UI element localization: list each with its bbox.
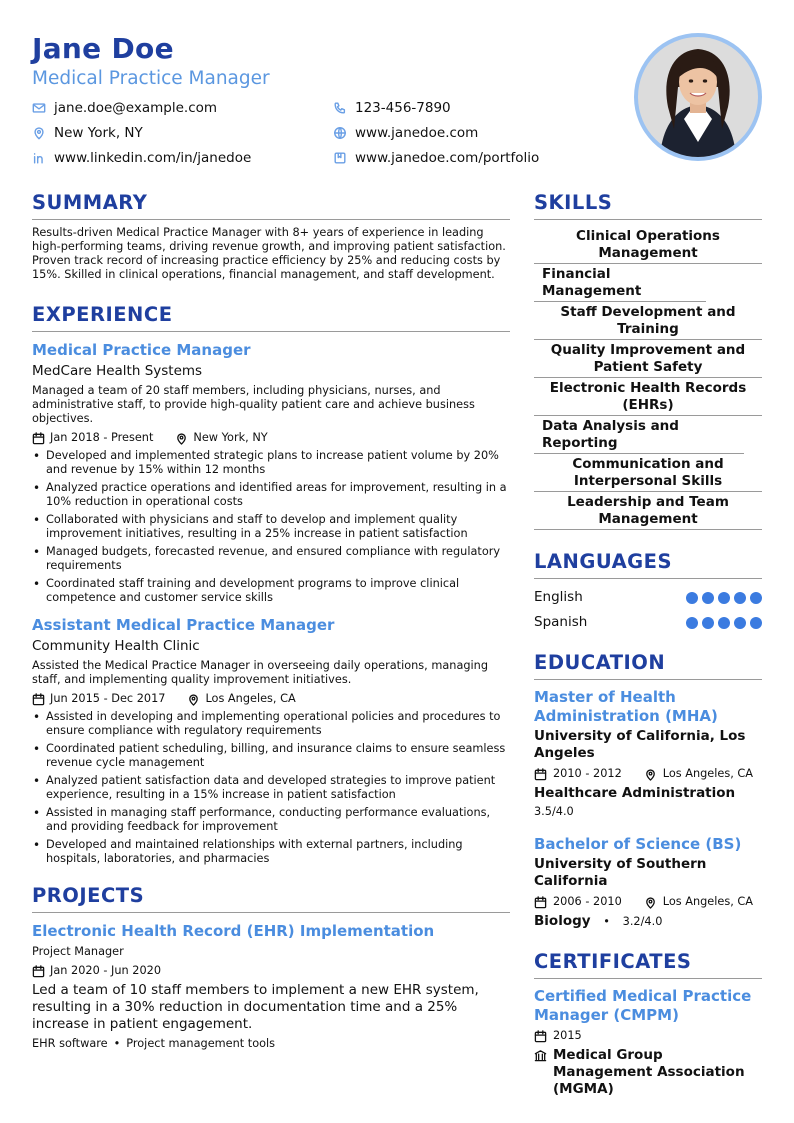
experience-heading: EXPERIENCE (32, 303, 510, 332)
certificate-entry (534, 987, 762, 1098)
summary-section (32, 191, 510, 282)
skills-section (534, 191, 762, 530)
contact-linkedin[interactable] (32, 148, 251, 168)
job-entry (32, 615, 510, 866)
phone-icon (333, 101, 347, 115)
summary-heading: SUMMARY (32, 191, 510, 220)
job-dates: Jan 2018 - Present (50, 431, 154, 444)
skill-item: Financial Management (534, 264, 706, 302)
project-tag: EHR software (32, 1037, 108, 1050)
level-dot (718, 592, 730, 604)
job-title: Medical Practice Manager (32, 341, 251, 359)
location-pin-icon (644, 896, 657, 909)
project-tags (32, 1037, 510, 1051)
calendar-icon (32, 693, 45, 706)
job-bullet: • Analyzed practice operations and identified areas for improvement, resulting in a 10% reduction in operational costs (32, 481, 510, 509)
skill-item: Clinical Operations Management (534, 226, 762, 264)
language-level-dots (682, 617, 762, 629)
calendar-icon (534, 1030, 547, 1043)
building-icon (534, 1049, 547, 1062)
project-entry (32, 921, 510, 1051)
job-bullet: • Coordinated staff training and development programs to improve clinical competence and customer service skills (32, 577, 510, 605)
project-tag: Project management tools (126, 1037, 276, 1050)
job-meta (32, 691, 510, 707)
left-column (32, 191, 510, 1051)
certificate-year-row (534, 1028, 762, 1044)
job-bullet: • Managed budgets, forecasted revenue, and ensured compliance with regulatory requirements (32, 545, 510, 573)
skill-item: Data Analysis and Reporting (534, 416, 744, 454)
calendar-icon (534, 768, 547, 781)
level-dot (734, 617, 746, 629)
experience-section (32, 303, 510, 866)
language-level-dots (682, 592, 762, 604)
job-bullet: • Analyzed patient satisfaction data and developed strategies to improve patient experience, resulting in a 15% increase in patient satisfaction (32, 774, 510, 802)
job-location: New York, NY (193, 431, 268, 444)
level-dot (686, 592, 698, 604)
level-dot (734, 592, 746, 604)
level-dot (702, 617, 714, 629)
candidate-name: Jane Doe (32, 32, 174, 65)
right-column (534, 191, 762, 1098)
calendar-icon (534, 896, 547, 909)
language-name: English (534, 589, 583, 605)
education-dates: 2006 - 2010 (553, 895, 622, 908)
level-dot (686, 617, 698, 629)
education-meta (534, 894, 762, 910)
education-gpa: 3.2/4.0 (622, 915, 663, 928)
certificates-section (534, 950, 762, 1098)
job-bullet: • Collaborated with physicians and staff to develop and implement quality improvement initiatives, resulting in a 25% increase in patient satisfaction (32, 513, 510, 541)
skill-item: Leadership and Team Management (534, 492, 762, 530)
skill-item: Staff Development and Training (534, 302, 762, 340)
bookmark-icon (333, 151, 347, 165)
project-description: Led a team of 10 staff members to implement a new EHR system, resulting in a 30% reduction in documentation time and a 25% increase in patient engagement. (32, 982, 479, 1032)
education-school: University of Southern California (534, 856, 707, 889)
location-pin-icon (32, 126, 46, 140)
location-pin-icon (644, 768, 657, 781)
level-dot (718, 617, 730, 629)
skill-item: Communication and Interpersonal Skills (534, 454, 762, 492)
contact-list (32, 98, 632, 173)
certificates-heading: CERTIFICATES (534, 950, 762, 979)
job-bullet: • Assisted in managing staff performance, conducting performance evaluations, and providing feedback for improvement (32, 806, 510, 834)
projects-heading: PROJECTS (32, 884, 510, 913)
job-company: Community Health Clinic (32, 638, 200, 654)
job-entry (32, 340, 510, 605)
linkedin-icon (32, 151, 46, 165)
education-section (534, 651, 762, 930)
resume-header (32, 33, 632, 173)
job-bullets (32, 710, 510, 866)
education-meta (534, 766, 762, 782)
certificate-issuer-row (534, 1047, 762, 1098)
contact-linkedin-text: www.linkedin.com/in/janedoe (54, 150, 252, 166)
calendar-icon (32, 965, 45, 978)
education-field: Biology (534, 913, 591, 929)
certificate-year: 2015 (553, 1029, 582, 1042)
skills-heading: SKILLS (534, 191, 762, 220)
education-degree: Bachelor of Science (BS) (534, 835, 742, 853)
education-school: University of California, Los Angeles (534, 728, 746, 761)
job-bullet: • Developed and maintained relationships with external partners, including hospitals, laboratories, and pharmacies (32, 838, 510, 866)
certificate-name: Certified Medical Practice Manager (CMPM) (534, 987, 752, 1024)
education-location: Los Angeles, CA (662, 767, 754, 780)
contact-phone[interactable] (333, 98, 451, 118)
contact-portfolio-text: www.janedoe.com/portfolio (355, 150, 540, 166)
job-dates: Jun 2015 - Dec 2017 (50, 692, 166, 705)
job-company: MedCare Health Systems (32, 363, 203, 379)
tag-separator: • (113, 1037, 121, 1050)
education-heading: EDUCATION (534, 651, 762, 680)
languages-heading: LANGUAGES (534, 550, 762, 579)
education-gpa: 3.5/4.0 (534, 805, 574, 818)
education-degree: Master of Health Administration (MHA) (534, 688, 718, 725)
education-dates: 2010 - 2012 (553, 767, 622, 780)
projects-section (32, 884, 510, 1051)
education-entry (534, 688, 762, 819)
job-description: Assisted the Medical Practice Manager in overseeing daily operations, managing staff, and implementing quality improvement initiatives. (32, 659, 489, 686)
language-row (534, 585, 762, 610)
summary-text: Results-driven Medical Practice Manager with 8+ years of experience in leading high-performing teams, driving revenue growth, and improving patient satisfaction. Proven track record of increasing practice efficiency by 25% and reducing costs by 15%. Skilled in clinical operations, financial management, and staff development. (32, 226, 506, 281)
profile-photo-image (638, 37, 758, 157)
skill-item: Electronic Health Records (EHRs) (534, 378, 762, 416)
job-bullet: • Developed and implemented strategic plans to increase patient volume by 20% and revenue by 15% within 12 months (32, 449, 510, 477)
contact-website[interactable] (333, 123, 478, 143)
candidate-headline: Medical Practice Manager (32, 68, 270, 89)
language-name: Spanish (534, 614, 588, 630)
field-separator: • (603, 915, 610, 928)
skill-item: Quality Improvement and Patient Safety (534, 340, 762, 378)
email-icon (32, 101, 46, 115)
profile-photo (634, 33, 762, 161)
location-pin-icon (187, 693, 200, 706)
contact-email-text: jane.doe@example.com (54, 100, 218, 116)
level-dot (702, 592, 714, 604)
certificate-issuer: Medical Group Management Association (MGMA) (553, 1047, 745, 1097)
globe-icon (333, 126, 347, 140)
education-field-row (534, 913, 762, 930)
contact-email[interactable] (32, 98, 217, 118)
calendar-icon (32, 432, 45, 445)
education-field: Healthcare Administration (534, 785, 736, 801)
project-role: Project Manager (32, 945, 124, 958)
project-dates: Jan 2020 - Jun 2020 (50, 964, 162, 977)
project-name: Electronic Health Record (EHR) Implementation (32, 922, 435, 940)
job-bullet: • Assisted in developing and implementing operational policies and procedures to ensure compliance with regulatory requirements (32, 710, 510, 738)
contact-location-text: New York, NY (54, 125, 143, 141)
job-description: Managed a team of 20 staff members, including physicians, nurses, and administrative staff, to provide high-quality patient care and achieve business objectives. (32, 384, 475, 425)
languages-section (534, 550, 762, 635)
contact-location (32, 123, 143, 143)
contact-phone-text: 123-456-7890 (355, 100, 451, 116)
contact-portfolio[interactable] (333, 148, 539, 168)
level-dot (750, 592, 762, 604)
job-meta (32, 430, 510, 446)
contact-website-text: www.janedoe.com (355, 125, 479, 141)
job-title: Assistant Medical Practice Manager (32, 616, 335, 634)
skills-list (534, 226, 762, 530)
job-location: Los Angeles, CA (205, 692, 296, 705)
level-dot (750, 617, 762, 629)
education-entry (534, 835, 762, 930)
job-bullets (32, 449, 510, 605)
project-meta (32, 963, 510, 979)
language-row (534, 610, 762, 635)
location-pin-icon (175, 432, 188, 445)
job-bullet: • Coordinated patient scheduling, billing, and insurance claims to ensure seamless revenue cycle management (32, 742, 510, 770)
education-location: Los Angeles, CA (662, 895, 754, 908)
